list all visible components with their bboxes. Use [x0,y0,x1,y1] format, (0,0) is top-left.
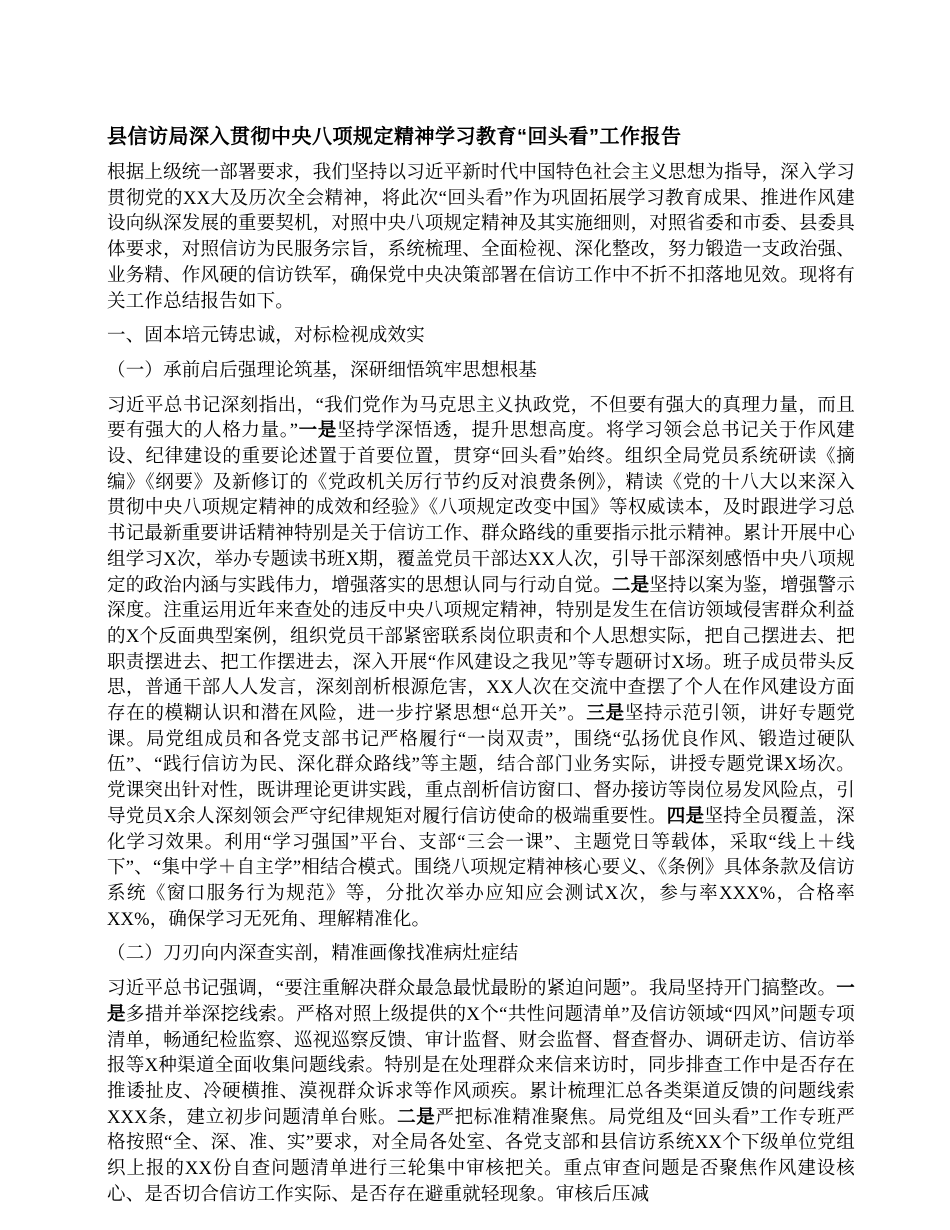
bold-text-run: 一是 [298,421,338,442]
body-paragraph [107,161,855,315]
bold-text-run: 二是 [397,1107,436,1128]
text-run: （二）刀刃向内深查实剖，精准画像找准病灶症结 [107,944,519,965]
section-heading [107,359,855,385]
text-run: 一、固本培元铸忠诚，对标检视成效实 [107,326,425,347]
body-paragraph [107,977,855,1208]
text-run: （一）承前启后强理论筑基，深研细悟筑牢思想根基 [107,360,538,381]
document-title: 县信访局深入贯彻中央八项规定精神学习教育“回头看”工作报告 [107,126,682,148]
text-run: 坚持以案为鉴，增强警示深度。注重运用近年来查处的违反中央八项规定精神，特别是发生在信访领域侵害群众利益的X个反面典型案例，组织党员干部紧密联系岗位职责和个人思想实际，把自己摆进去、把职责摆进去、把工作摆进去，深入开展“作风建设之我见”等专题研讨X场。班子成员带头反思，普通干部人人发言，深刻剖析根源危害，XX人次在交流中查摆了个人在作风建设方面存在的模糊认识和潜在风险，进一步拧紧思想“总开关”。 [107,575,856,725]
text-run: 习近平总书记强调，“要注重解决群众最急最忧最盼的紧迫问题”。我局坚持开门搞整改。 [107,979,837,1000]
text-run: 多措并举深挖线索。严格对照上级提供的X个“共性问题清单”及信访领域“四风”问题专项清单，畅通纪检监察、巡视巡察反馈、审计监督、财会监督、督查督办、调研走访、信访举报等X种渠道全面收集问题线索。特别是在处理群众来信来访时，同步排查工作中是否存在推诿扯皮、冷硬横推、漠视群众诉求等作风顽疾。累计梳理汇总各类渠道反馈的问题线索XXX条，建立初步问题清单台账。 [107,1004,856,1128]
text-run: 习近平总书记深刻指出，“我们党作为马克思主义执政党，不但要有强大的真理力量，而且要有强大的人格力量。” [107,395,855,442]
bold-text-run: 三是 [586,704,625,725]
section-heading [107,942,855,968]
text-run: 坚持示范引领，讲好专题党课。局党组成员和各党支部书记严格履行“一岗双责”，围绕“弘扬优良作风、锻造过硬队伍”、“践行信访为民、深化群众路线”等主题，结合部门业务实际，讲授专题党课X场次。党课突出针对性，既讲理论更讲实践，重点剖析信访窗口、督办接访等岗位易发风险点，引导党员X余人深刻领会严守纪律规矩对履行信访使命的极端重要性。 [107,704,856,827]
text-run: 坚持全员覆盖，深化学习效果。利用“学习强国”平台、支部“三会一课”、主题党日等载体，采取“线上＋线下”、“集中学＋自主学”相结合模式。围绕八项规定精神核心要义、《条例》具体条款及信访系统《窗口服务行为规范》等，分批次举办应知应会测试X次，参与率XXX%，合格率XX%，确保学习无死角、理解精准化。 [107,806,855,930]
text-run: 根据上级统一部署要求，我们坚持以习近平新时代中国特色社会主义思想为指导，深入学习贯彻党的XX大及历次全会精神，将此次“回头看”作为巩固拓展学习教育成果、推进作风建设向纵深发展的重要契机，对照中央八项规定精神及其实施细则，对照省委和市委、县委具体要求，对照信访为民服务宗旨，系统梳理、全面检视、深化整改，努力锻造一支政治强、业务精、作风硬的信访铁军，确保党中央决策部署在信访工作中不折不扣落地见效。现将有关工作总结报告如下。 [107,163,856,312]
text-run: 严把标准精准聚焦。局党组及“回头看”工作专班严格按照“全、深、准、实”要求，对全局各处室、各党支部和县信访系统XX个下级单位党组织上报的XX份自查问题清单进行三轮集中审核把关。重点审查问题是否聚焦作风建设核心、是否切合信访工作实际、是否存在避重就轻现象。审核后压减 [107,1107,855,1205]
section-heading [107,324,855,350]
bold-text-run: 二是 [611,575,650,596]
bold-text-run: 四是 [666,806,705,827]
body-paragraph [107,394,855,934]
document-body [107,161,855,1208]
bold-text-run: 一是 [107,979,855,1025]
text-run: 坚持学深悟透，提升思想高度。将学习领会总书记关于作风建设、纪律建设的重要论述置于首要位置，贯穿“回头看”始终。组织全局党员系统研读《摘编》《纲要》及新修订的《党政机关厉行节约反对浪费条例》，精读《党的十八大以来深入贯彻中央八项规定精神的成效和经验》《八项规定改变中国》等权威读本，及时跟进学习总书记最新重要讲话精神特别是关于信访工作、群众路线的重要指示批示精神。累计开展中心组学习X次，举办专题读书班X期，覆盖党员干部达XX人次，引导干部深刻感悟中央八项规定的政治内涵与实践伟力，增强落实的思想认同与行动自觉。 [107,421,856,596]
